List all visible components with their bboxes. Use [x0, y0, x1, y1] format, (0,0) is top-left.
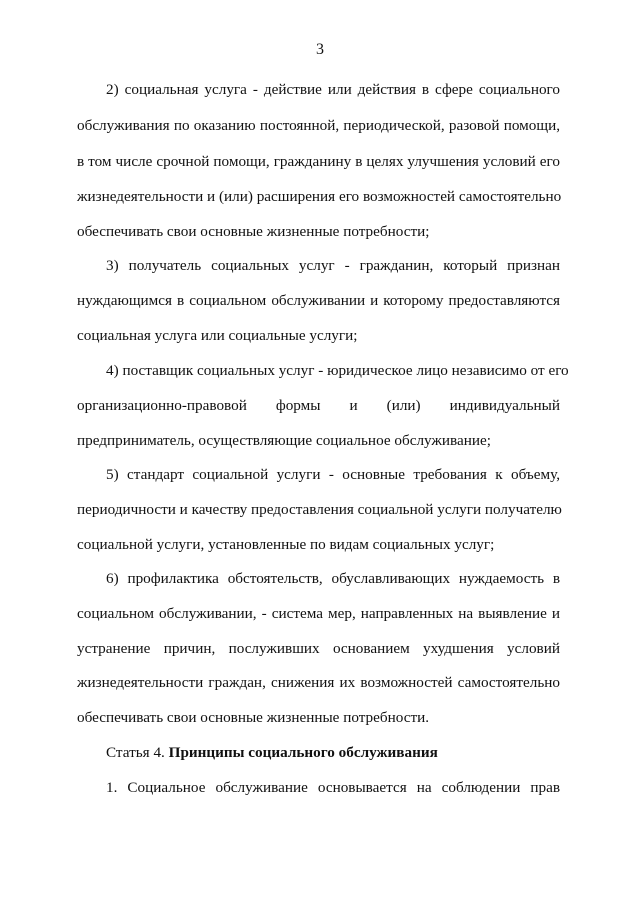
- paragraph-4-line-1: 4) поставщик социальных услуг - юридическое лицо независимо от его: [106, 362, 569, 379]
- paragraph-4-line-3: предприниматель, осуществляющие социальное обслуживание;: [77, 432, 491, 449]
- paragraph-3-line-2: нуждающимся в социальном обслуживании и которому предоставляются: [77, 292, 560, 309]
- paragraph-2-line-4: жизнедеятельности и (или) расширения его возможностей самостоятельно: [77, 188, 562, 205]
- paragraph-6-line-2: социальном обслуживании, - система мер, направленных на выявление и: [77, 605, 560, 622]
- paragraph-3-line-3: социальная услуга или социальные услуги;: [77, 327, 358, 344]
- paragraph-5-line-3: социальной услуги, установленные по видам социальных услуг;: [77, 536, 495, 553]
- paragraph-5-line-2: периодичности и качеству предоставления социальной услуги получателю: [77, 501, 562, 518]
- paragraph-2-line-5: обеспечивать свои основные жизненные потребности;: [77, 223, 430, 240]
- paragraph-6-line-1: 6) профилактика обстоятельств, обуславливающих нуждаемость в: [106, 570, 560, 587]
- paragraph-6-line-5: обеспечивать свои основные жизненные потребности.: [77, 709, 430, 726]
- article-number: Статья 4.: [106, 744, 165, 761]
- paragraph-6-line-3: устранение причин, послуживших основанием ухудшения условий: [77, 640, 560, 657]
- page-number: 3: [316, 41, 324, 58]
- paragraph-5-line-1: 5) стандарт социальной услуги - основные требования к объему,: [106, 466, 560, 483]
- paragraph-4-line-2: организационно-правовой формы и (или) индивидуальный: [77, 397, 560, 414]
- paragraph-6-line-4: жизнедеятельности граждан, снижения их возможностей самостоятельно: [77, 674, 560, 691]
- article-title: Принципы социального обслуживания: [168, 744, 438, 761]
- article-4-paragraph-1-line-1: 1. Социальное обслуживание основывается на соблюдении прав: [106, 779, 560, 796]
- article-heading: [106, 743, 560, 763]
- paragraph-2-line-2: обслуживания по оказанию постоянной, периодической, разовой помощи,: [77, 117, 560, 134]
- paragraph-2-line-1: 2) социальная услуга - действие или действия в сфере социального: [106, 81, 560, 98]
- paragraph-2-line-3: в том числе срочной помощи, гражданину в целях улучшения условий его: [77, 153, 560, 170]
- paragraph-3-line-1: 3) получатель социальных услуг - гражданин, который признан: [106, 257, 560, 274]
